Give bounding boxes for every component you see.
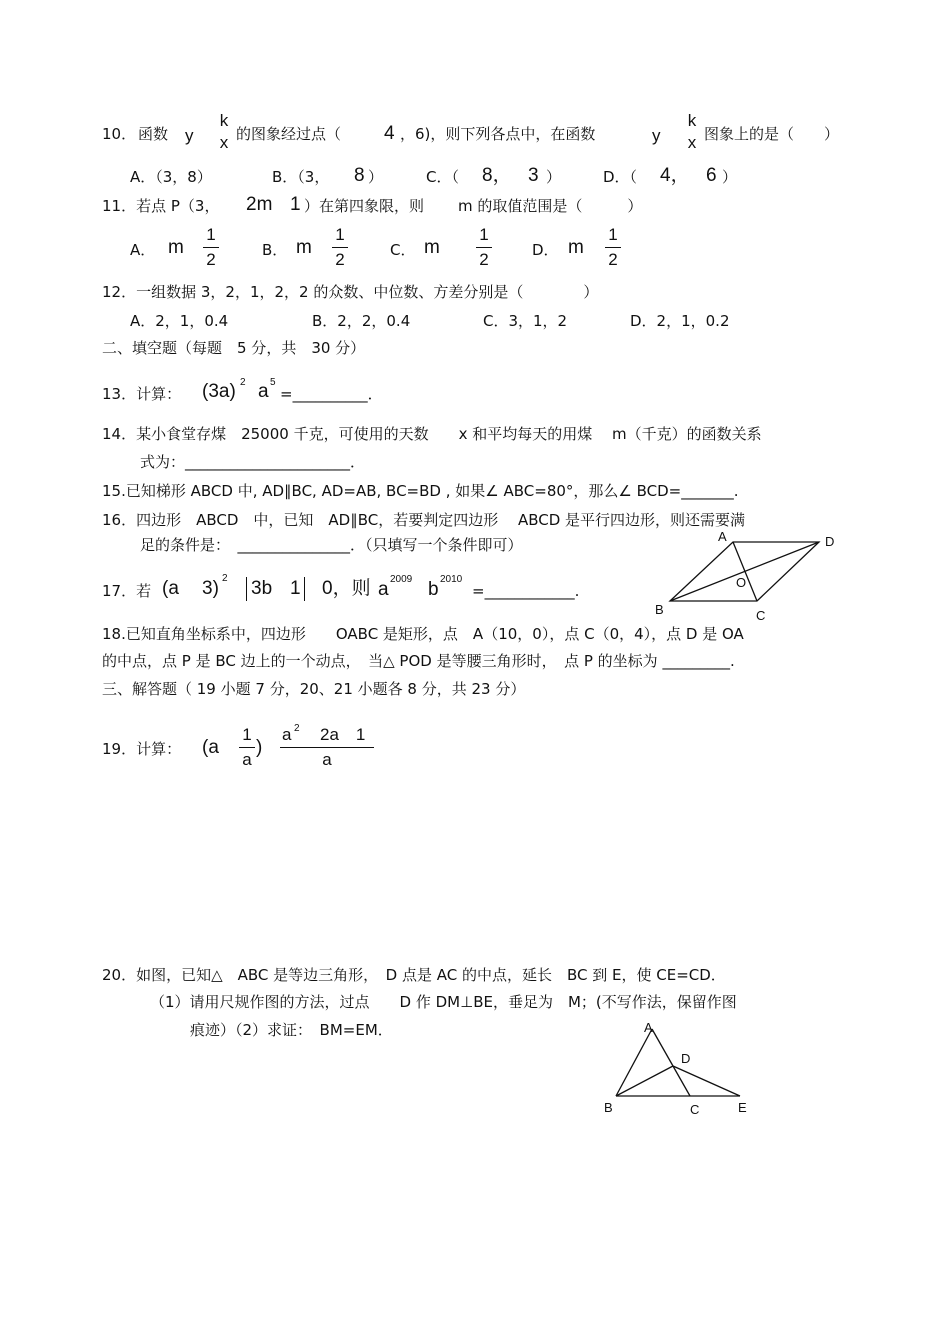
q11-expr: 2m xyxy=(246,194,273,215)
q11-one: 1 xyxy=(290,194,301,215)
q20-line-3: 痕迹）（2）求证： BM=EM． xyxy=(190,1021,393,1039)
q11-c-num: 1 xyxy=(479,225,489,244)
q11-text-3: m 的取值范围是（ ） xyxy=(458,197,643,215)
q13-expr: (3a) xyxy=(202,381,236,402)
q18-line-2: 的中点，点 P 是 BC 边上的一个动点， 当△ POD 是等腰三角形时， 点 P 的坐标为 _________. xyxy=(102,652,735,670)
q19-den-1: a xyxy=(242,750,252,769)
fig2-label-d: D xyxy=(681,1051,691,1066)
q12-option-a: A．2，1，0.4 xyxy=(130,312,229,330)
q11-a-den: 2 xyxy=(206,250,216,269)
fig2-label-a: A xyxy=(644,1020,653,1035)
q10-y2: y xyxy=(652,126,661,145)
q10-fraction-2 xyxy=(684,110,700,154)
q13-sup-1: 2 xyxy=(240,377,246,388)
q11-b-den: 2 xyxy=(335,250,345,269)
q19-fraction-1 xyxy=(239,724,255,771)
q17-sup-1: 2 xyxy=(222,573,228,584)
q11-option-d-fraction xyxy=(605,224,621,271)
q10-value-1: 4 xyxy=(384,123,395,144)
q17-expr-4: 1 xyxy=(290,578,301,599)
q10-option-c-v2: 3 xyxy=(528,165,539,186)
q11-text-2: ）在第四象限，则 xyxy=(304,197,425,215)
q10-option-c-v1: 8， xyxy=(482,165,512,186)
triangle-figure xyxy=(598,1016,758,1120)
q10-k2: k xyxy=(687,111,697,130)
q16-line-2: 足的条件是： _______________．（只填写一个条件即可） xyxy=(140,536,523,554)
q10-option-d-post: ） xyxy=(722,168,738,186)
q10-k1: k xyxy=(219,111,229,130)
parallelogram-figure xyxy=(650,528,850,626)
q10-option-d-v2: 6 xyxy=(706,165,717,186)
segment-de xyxy=(673,1066,740,1096)
q19-num-2-b: 2a 1 xyxy=(320,725,366,744)
q17-blank: =____________. xyxy=(472,582,580,600)
q10-text-1: 函数 xyxy=(138,125,169,143)
q10-x2: x xyxy=(687,133,697,152)
q17-expr-2: 3) xyxy=(202,578,219,599)
q19-right-paren: ) xyxy=(256,737,263,758)
fig1-label-o: O xyxy=(736,575,747,590)
q11-option-d-label: D． xyxy=(532,241,559,259)
q10-option-c-post: ） xyxy=(546,168,562,186)
q10-option-b-post: ） xyxy=(368,168,384,186)
q11-option-b-fraction xyxy=(332,224,348,271)
q19-fraction-2 xyxy=(280,724,374,771)
q10-text-4: 图象上的是（ ） xyxy=(704,125,840,143)
q11-text-1: 11．若点 P（3， xyxy=(102,197,220,215)
q17-expr-3: 3b xyxy=(251,578,273,599)
q12-text: 12．一组数据 3，2，1，2，2 的众数、中位数、方差分别是（ ） xyxy=(102,283,599,301)
q10-option-d-pre: D．（ xyxy=(603,168,638,186)
q11-d-num: 1 xyxy=(608,225,618,244)
q11-option-a-fraction xyxy=(203,224,219,271)
q17-b: b xyxy=(428,579,439,600)
q13-a: a xyxy=(258,381,269,402)
q19-text: 19．计算： xyxy=(102,740,182,758)
q11-option-c-fraction xyxy=(476,224,492,271)
fig1-label-d: D xyxy=(825,534,835,549)
section-2-heading: 二、填空题（每题 5 分，共 30 分） xyxy=(102,339,366,357)
fig2-label-e: E xyxy=(738,1100,747,1115)
q19-den-2: a xyxy=(322,750,332,769)
q10-y1: y xyxy=(185,126,194,145)
diagonal-bd xyxy=(670,542,819,601)
section-3-heading: 三、解答题（ 19 小题 7 分，20、21 小题各 8 分，共 23 分） xyxy=(102,680,526,698)
q14-line-1: 14．某小食堂存煤 25000 千克，可使用的天数 x 和平均每天的用煤 m（千克）的函数关系 xyxy=(102,425,762,443)
q10-x1: x xyxy=(219,133,229,152)
q12-option-b: B．2，2，0.4 xyxy=(312,312,411,330)
fig2-label-b: B xyxy=(604,1100,613,1115)
q17-expr-5: 0，则 xyxy=(322,578,371,599)
q19-num-2-a: a xyxy=(282,725,292,744)
q15-text: 15.已知梯形 ABCD 中, AD∥BC, AD=AB, BC=BD , 如果∠ ABC=80°，那么∠ BCD=_______. xyxy=(102,482,739,500)
q10-option-d-v1: 4， xyxy=(660,165,690,186)
q11-option-b-m: m xyxy=(296,237,312,258)
q11-option-a-label: A． xyxy=(130,241,156,259)
q11-option-b-label: B． xyxy=(262,241,288,259)
q17-abs-right xyxy=(304,577,305,601)
q19-num-2-sup: 2 xyxy=(294,723,300,734)
q10-option-b-value: 8 xyxy=(354,165,365,186)
q17-sup-2: 2009 xyxy=(390,574,413,585)
q11-option-d-m: m xyxy=(568,237,584,258)
q11-option-c-m: m xyxy=(424,237,440,258)
q11-d-den: 2 xyxy=(608,250,618,269)
q19-left-paren: (a xyxy=(202,737,219,758)
fig1-label-c: C xyxy=(756,608,766,623)
q10-text-3: ，6)，则下列各点中，在函数 xyxy=(400,125,596,143)
fig1-label-a: A xyxy=(718,529,727,544)
q20-line-2: （1）请用尺规作图的方法，过点 D 作 DM⊥BE，垂足为 M；(不写作法，保留作图 xyxy=(150,993,737,1011)
q18-line-1: 18.已知直角坐标系中，四边形 OABC 是矩形，点 A（10，0），点 C（0，4），点 D 是 OA xyxy=(102,625,744,643)
q10-option-c-pre: C．（ xyxy=(426,168,459,186)
q10-text-2: 的图象经过点（ xyxy=(236,125,342,143)
q17-abs-left xyxy=(246,577,247,601)
q13-blank: =__________． xyxy=(280,385,383,403)
q10-fraction-1 xyxy=(216,110,232,154)
q10-option-b-pre: B．（3， xyxy=(272,168,330,186)
q10-option-a: A．（3，8） xyxy=(130,168,212,186)
q11-c-den: 2 xyxy=(479,250,489,269)
q13-text: 13．计算： xyxy=(102,385,182,403)
q10-number: 10． xyxy=(102,125,137,143)
q14-line-2: 式为：______________________． xyxy=(140,453,366,471)
fig2-label-c: C xyxy=(690,1102,700,1117)
q11-b-num: 1 xyxy=(335,225,345,244)
q17-a: a xyxy=(378,579,389,600)
q16-line-1: 16．四边形 ABCD 中，已知 AD∥BC，若要判定四边形 ABCD 是平行四边形，则还需要满 xyxy=(102,511,746,529)
q12-option-d: D．2，1，0.2 xyxy=(630,312,730,330)
q17-sup-3: 2010 xyxy=(440,574,463,585)
q19-num-1: 1 xyxy=(242,725,252,744)
q17-expr-1: (a xyxy=(162,578,179,599)
fig1-label-b: B xyxy=(655,602,664,617)
q11-a-num: 1 xyxy=(206,225,216,244)
q11-option-a-m: m xyxy=(168,237,184,258)
q11-option-c-label: C． xyxy=(390,241,416,259)
q20-line-1: 20．如图，已知△ ABC 是等边三角形， D 点是 AC 的中点，延长 BC 到 E，使 CE=CD． xyxy=(102,966,726,984)
q17-text: 17．若 xyxy=(102,582,152,600)
q13-sup-2: 5 xyxy=(270,377,276,388)
q12-option-c: C．3，1，2 xyxy=(483,312,568,330)
